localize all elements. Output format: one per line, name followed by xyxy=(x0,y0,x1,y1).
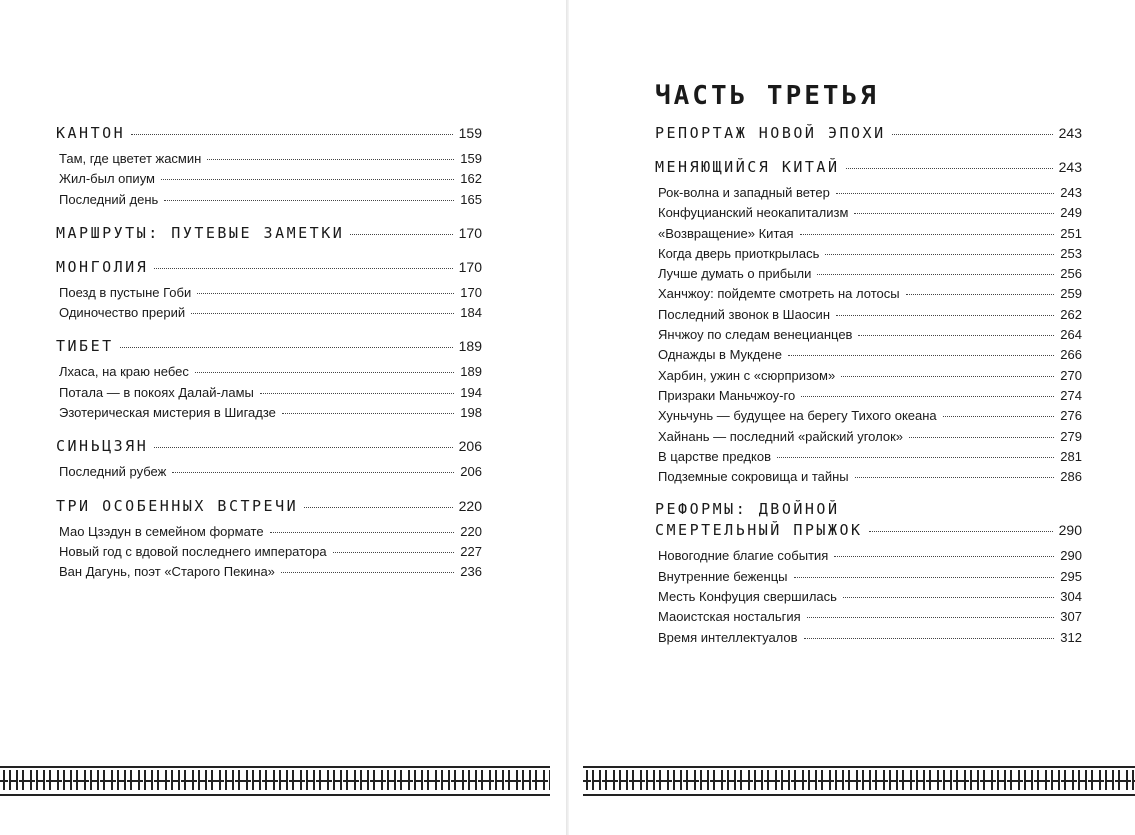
entry-title: Харбин, ужин с «сюрпризом» xyxy=(658,367,836,383)
dot-leader xyxy=(281,572,454,573)
dot-leader xyxy=(270,532,455,533)
toc-entry[interactable] xyxy=(655,284,1082,304)
toc-entry[interactable] xyxy=(655,406,1082,426)
section-title-line-1[interactable]: РЕФОРМЫ: ДВОЙНОЙ xyxy=(655,500,840,519)
page-number: 170 xyxy=(460,284,482,300)
dot-leader xyxy=(909,437,1054,438)
entry-title: Подземные сокровища и тайны xyxy=(658,469,849,485)
page-number: 184 xyxy=(460,305,482,321)
toc-section-heading[interactable] xyxy=(56,122,482,144)
toc-section-heading[interactable] xyxy=(655,519,1082,541)
page-number: 227 xyxy=(460,543,482,559)
section-title: СИНЬЦЗЯН xyxy=(56,437,149,456)
toc-section xyxy=(655,122,1082,144)
toc-entry[interactable] xyxy=(56,190,482,210)
toc-entry[interactable] xyxy=(655,447,1082,467)
dot-leader xyxy=(197,293,454,294)
entry-title: Призраки Маньчжоу-го xyxy=(658,387,796,403)
page-number: 189 xyxy=(460,364,482,380)
entry-title: Месть Конфуция свершилась xyxy=(658,589,837,605)
part-title: ЧАСТЬ ТРЕТЬЯ xyxy=(655,81,879,111)
entry-title: Одиночество прерий xyxy=(59,305,186,321)
entry-title: Янчжоу по следам венецианцев xyxy=(658,327,853,343)
toc-entry[interactable] xyxy=(655,628,1082,648)
toc-entry[interactable] xyxy=(56,542,482,562)
entry-title: Время интеллектуалов xyxy=(658,629,798,645)
entry-title: Последний рубеж xyxy=(59,464,167,480)
page-number: 295 xyxy=(1060,568,1082,584)
dot-leader xyxy=(777,457,1054,458)
page-number: 290 xyxy=(1058,522,1082,539)
page-number: 165 xyxy=(460,191,482,207)
dot-leader xyxy=(172,472,454,473)
page-number: 236 xyxy=(460,564,482,580)
dot-leader xyxy=(191,313,454,314)
toc-entry[interactable] xyxy=(655,546,1082,566)
dot-leader xyxy=(282,413,454,414)
dot-leader xyxy=(858,335,1054,336)
page-number: 162 xyxy=(460,171,482,187)
entry-title: Новый год с вдовой последнего императора xyxy=(59,543,327,559)
page-number: 194 xyxy=(460,384,482,400)
entry-title: Рок-волна и западный ветер xyxy=(658,185,830,200)
toc-entry[interactable] xyxy=(655,264,1082,284)
page-number: 189 xyxy=(458,338,482,355)
dot-leader xyxy=(855,477,1055,478)
page-number: 281 xyxy=(1060,448,1082,464)
section-title: МОНГОЛИЯ xyxy=(56,257,149,276)
page-number: 249 xyxy=(1060,205,1082,221)
section-title: ТИБЕТ xyxy=(56,337,114,356)
toc-entry[interactable] xyxy=(56,383,482,403)
page-number: 159 xyxy=(458,125,482,141)
toc-entry[interactable] xyxy=(655,607,1082,627)
page-number: 243 xyxy=(1058,125,1082,141)
toc-section xyxy=(56,495,482,583)
toc-section xyxy=(655,499,1082,647)
entry-title: В царстве предков xyxy=(658,448,772,464)
toc-entry[interactable] xyxy=(655,345,1082,365)
dot-leader xyxy=(794,577,1055,578)
page-number: 170 xyxy=(458,258,482,275)
page-number: 159 xyxy=(460,151,482,166)
entry-title: Однажды в Мукдене xyxy=(658,347,782,363)
page-number: 256 xyxy=(1060,266,1082,282)
entry-title: Новогодние благие события xyxy=(658,548,829,564)
entry-title: Лхаса, на краю небес xyxy=(59,364,189,380)
toc-entry[interactable] xyxy=(655,203,1082,223)
toc-entry[interactable] xyxy=(655,244,1082,264)
section-title: КАНТОН xyxy=(56,124,126,142)
entry-title: «Возвращение» Китая xyxy=(658,225,794,241)
section-title: МЕНЯЮЩИЙСЯ КИТАЙ xyxy=(655,158,840,176)
dot-leader xyxy=(846,168,1053,169)
entry-title: Хуньчунь — будущее на берегу Тихого океана xyxy=(658,408,937,424)
toc-section-heading[interactable] xyxy=(56,222,482,244)
dot-leader xyxy=(164,200,454,201)
toc-left xyxy=(56,122,482,595)
entry-title: Последний звонок в Шаосин xyxy=(658,306,830,322)
dot-leader xyxy=(817,274,1054,275)
entry-title: Хайнань — последний «райский уголок» xyxy=(658,428,904,444)
dot-leader xyxy=(154,447,452,448)
toc-entry[interactable] xyxy=(655,305,1082,325)
dot-leader xyxy=(836,315,1054,316)
page-number: 312 xyxy=(1060,629,1082,645)
dot-leader xyxy=(154,268,452,269)
dot-leader xyxy=(207,159,454,160)
entry-title: Ван Дагунь, поэт «Старого Пекина» xyxy=(59,564,275,580)
toc-entry[interactable] xyxy=(655,183,1082,203)
toc-section-heading[interactable] xyxy=(56,256,482,278)
dot-leader xyxy=(807,617,1055,618)
page-number: 290 xyxy=(1060,548,1082,564)
dot-leader xyxy=(800,234,1055,235)
entry-title: Поезд в пустыне Гоби xyxy=(59,284,192,300)
dot-leader xyxy=(843,597,1054,598)
toc-entry[interactable] xyxy=(655,366,1082,386)
dot-leader xyxy=(906,294,1055,295)
dot-leader xyxy=(304,507,452,508)
dot-leader xyxy=(943,416,1055,417)
dot-leader xyxy=(841,376,1054,377)
page-number: 304 xyxy=(1060,589,1082,605)
toc-entry[interactable] xyxy=(56,522,482,542)
page-number: 206 xyxy=(458,438,482,455)
entry-title: Последний день xyxy=(59,191,159,207)
page-number: 220 xyxy=(460,523,482,539)
toc-entry[interactable] xyxy=(56,283,482,303)
toc-section-heading[interactable] xyxy=(655,156,1082,178)
dot-leader xyxy=(350,234,452,235)
toc-section xyxy=(56,222,482,244)
dot-leader xyxy=(892,134,1053,135)
entry-title: Мао Цзэдун в семейном формате xyxy=(59,523,264,539)
section-title-line-2: СМЕРТЕЛЬНЫЙ ПРЫЖОК xyxy=(655,521,863,540)
toc-section xyxy=(655,156,1082,487)
right-page xyxy=(569,0,1135,835)
toc-entry[interactable] xyxy=(655,224,1082,244)
toc-section xyxy=(56,435,482,482)
toc-entry[interactable] xyxy=(56,362,482,382)
toc-entry[interactable] xyxy=(655,467,1082,487)
toc-entry[interactable] xyxy=(56,562,482,582)
page-number: 170 xyxy=(458,224,482,241)
dot-leader xyxy=(120,347,453,348)
page-number: 220 xyxy=(458,497,482,514)
dot-leader xyxy=(260,393,454,394)
page-number: 276 xyxy=(1060,408,1082,424)
page-number: 270 xyxy=(1060,367,1082,383)
toc-entry[interactable] xyxy=(56,403,482,423)
page-number: 286 xyxy=(1060,469,1082,485)
section-title: МАРШРУТЫ: ПУТЕВЫЕ ЗАМЕТКИ xyxy=(56,223,345,242)
toc-section-heading[interactable] xyxy=(56,435,482,457)
entry-title: Лучше думать о прибыли xyxy=(658,266,812,282)
entry-title: Там, где цветет жасмин xyxy=(59,151,202,166)
toc-entry[interactable] xyxy=(56,149,482,169)
dot-leader xyxy=(836,193,1054,194)
dot-leader xyxy=(825,254,1054,255)
greek-key-ornament-icon xyxy=(0,766,550,796)
entry-title: Ханчжоу: пойдемте смотреть на лотосы xyxy=(658,286,900,302)
toc-entry[interactable] xyxy=(655,325,1082,345)
toc-section xyxy=(56,256,482,324)
left-page xyxy=(0,0,566,835)
toc-entry[interactable] xyxy=(56,169,482,189)
entry-title: Жил-был опиум xyxy=(59,171,155,187)
entry-title: Потала — в покоях Далай-ламы xyxy=(59,384,254,400)
entry-title: Маоистская ностальгия xyxy=(658,609,801,625)
section-title: РЕПОРТАЖ НОВОЙ ЭПОХИ xyxy=(655,124,886,142)
toc-entry[interactable] xyxy=(655,386,1082,406)
toc-section-heading[interactable] xyxy=(56,335,482,357)
toc-section xyxy=(56,335,482,423)
dot-leader xyxy=(854,213,1054,214)
page-number: 266 xyxy=(1060,347,1082,363)
entry-title: Конфуцианский неокапитализм xyxy=(658,205,849,221)
section-title: ТРИ ОСОБЕННЫХ ВСТРЕЧИ xyxy=(56,496,299,515)
greek-key-ornament-icon xyxy=(583,766,1135,796)
entry-title: Эзотерическая мистерия в Шигадзе xyxy=(59,405,276,421)
dot-leader xyxy=(804,638,1055,639)
dot-leader xyxy=(801,396,1054,397)
toc-entry[interactable] xyxy=(655,567,1082,587)
dot-leader xyxy=(195,372,454,373)
toc-entry[interactable] xyxy=(655,587,1082,607)
toc-section-heading[interactable] xyxy=(56,495,482,517)
page-number: 198 xyxy=(460,405,482,421)
page-number: 279 xyxy=(1060,428,1082,444)
page-number: 307 xyxy=(1060,609,1082,625)
page-number: 206 xyxy=(460,464,482,480)
toc-section xyxy=(56,122,482,210)
page-number: 243 xyxy=(1058,159,1082,175)
dot-leader xyxy=(161,179,454,180)
page-number: 274 xyxy=(1060,387,1082,403)
page-number: 262 xyxy=(1060,306,1082,322)
dot-leader xyxy=(788,355,1054,356)
page-number: 264 xyxy=(1060,327,1082,343)
toc-section-heading[interactable] xyxy=(655,122,1082,144)
entry-title: Внутренние беженцы xyxy=(658,568,788,584)
dot-leader xyxy=(834,556,1054,557)
toc-entry[interactable] xyxy=(655,427,1082,447)
toc-entry[interactable] xyxy=(56,462,482,482)
toc-entry[interactable] xyxy=(56,303,482,323)
entry-title: Когда дверь приоткрылась xyxy=(658,245,820,261)
page-number: 259 xyxy=(1060,286,1082,302)
dot-leader xyxy=(333,552,455,553)
page-number: 251 xyxy=(1060,225,1082,241)
dot-leader xyxy=(869,531,1053,532)
dot-leader xyxy=(131,134,452,135)
page-number: 253 xyxy=(1060,245,1082,261)
toc-right xyxy=(655,82,1082,660)
page-number: 243 xyxy=(1060,185,1082,200)
